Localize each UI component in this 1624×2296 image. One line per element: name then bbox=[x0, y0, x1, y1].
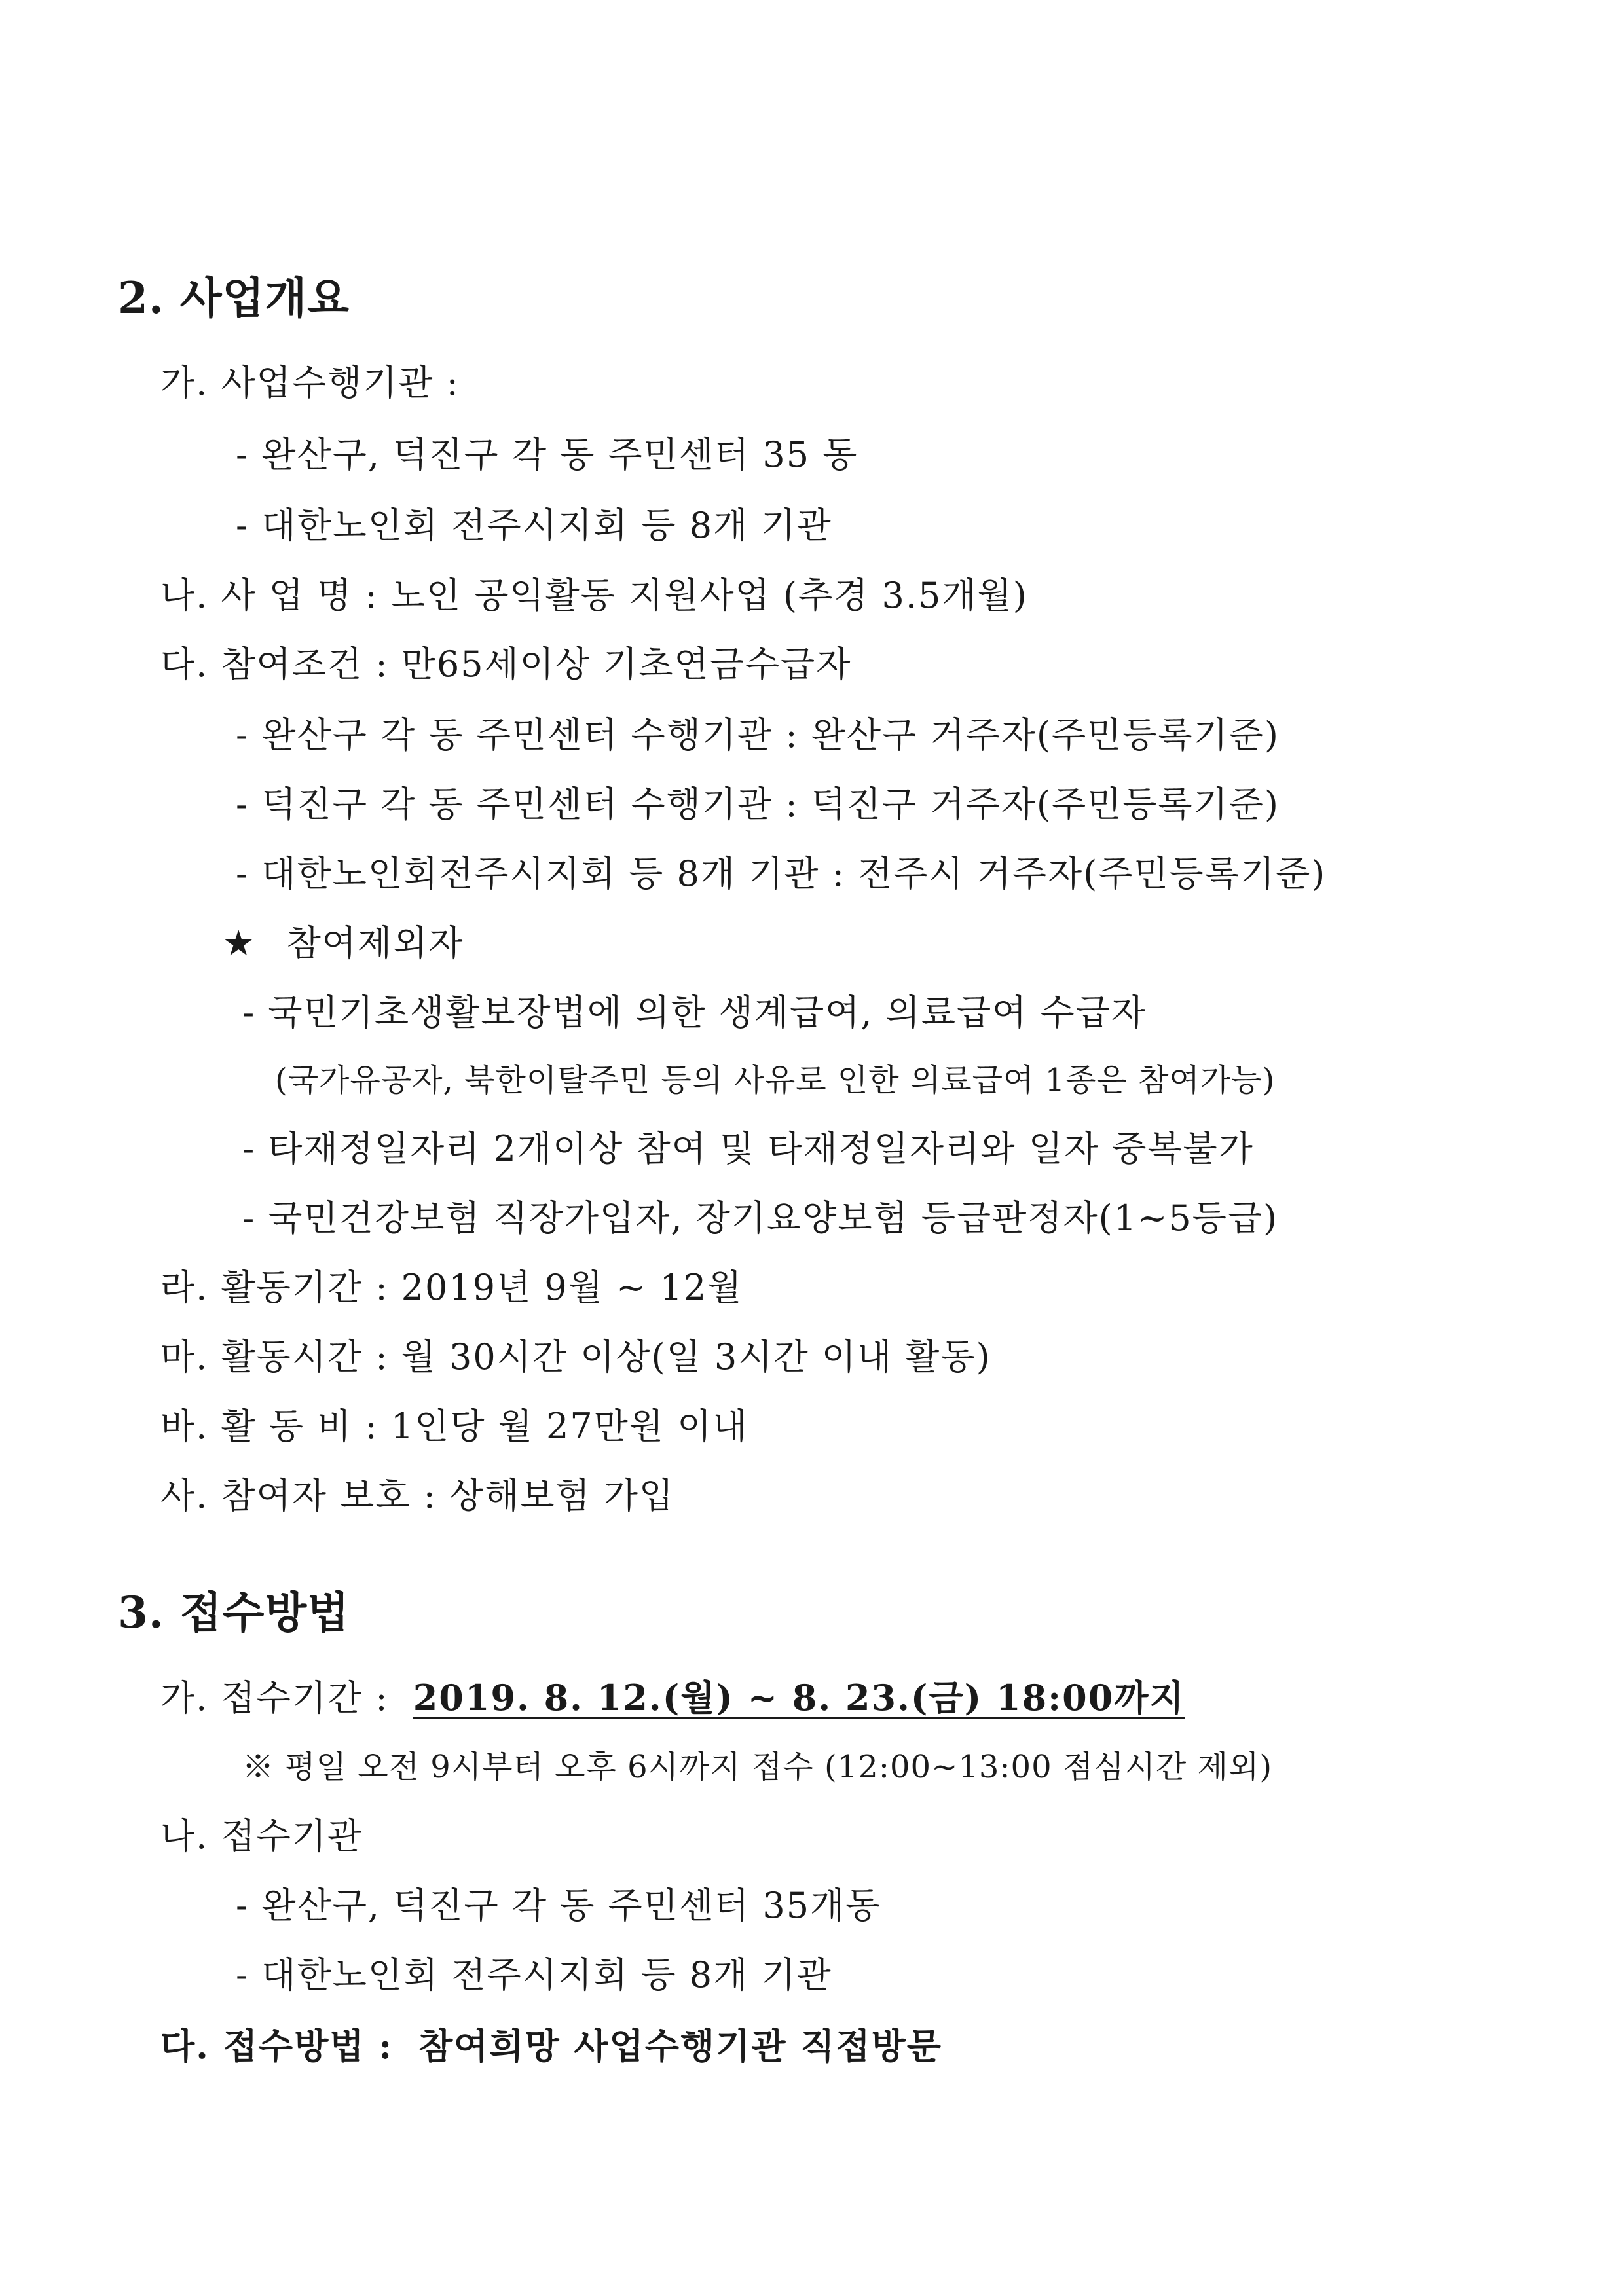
section2-na: 나. 사 업 명 : 노인 공익활동 지원사업 (추경 3.5개월) bbox=[160, 575, 1028, 616]
section3-na-label: 나. 접수기관 bbox=[160, 1815, 363, 1857]
section2-ga-label: 가. 사업수행기관 : bbox=[160, 362, 460, 403]
reception-period: 2019. 8. 12.(월) ~ 8. 23.(금) 18:00까지 bbox=[413, 1677, 1185, 1719]
section3-na-item-1: - 완산구, 덕진구 각 동 주민센터 35개동 bbox=[236, 1885, 881, 1926]
section2-da-item-3: - 대한노인회전주시지회 등 8개 기관 : 전주시 거주자(주민등록기준) bbox=[236, 853, 1327, 894]
section3-na-item-2: - 대한노인회 전주시지회 등 8개 기관 bbox=[236, 1954, 832, 1995]
section3-da bbox=[160, 2023, 942, 2069]
section2-sa: 사. 참여자 보호 : 상해보험 가입 bbox=[160, 1475, 675, 1516]
section2-ra: 라. 활동기간 : 2019년 9월 ~ 12월 bbox=[160, 1267, 743, 1308]
exclusion-item-3: - 국민건강보험 직장가입자, 장기요양보험 등급판정자(1~5등급) bbox=[242, 1197, 1279, 1239]
section3-da-value: 참여희망 사업수행기관 직접방문 bbox=[418, 2025, 942, 2067]
section2-heading: 2. 사업개요 bbox=[118, 272, 350, 323]
reception-note: ※ 평일 오전 9시부터 오후 6시까지 접수 (12:00~13:00 점심시간 제외) bbox=[242, 1749, 1273, 1785]
section2-da-item-1: - 완산구 각 동 주민센터 수행기관 : 완산구 거주자(주민등록기준) bbox=[236, 714, 1280, 756]
section2-ba: 바. 활 동 비 : 1인당 월 27만원 이내 bbox=[160, 1406, 748, 1447]
exclusion-item-1: - 국민기초생활보장법에 의한 생계급여, 의료급여 수급자 bbox=[242, 992, 1147, 1033]
section2-ma: 마. 활동시간 : 월 30시간 이상(일 3시간 이내 활동) bbox=[160, 1336, 991, 1377]
section3-heading: 3. 접수방법 bbox=[118, 1587, 350, 1638]
exclusion-item-2: - 타재정일자리 2개이상 참여 및 타재정일자리와 일자 중복불가 bbox=[242, 1128, 1254, 1169]
section3-da-label: 다. 접수방법 : bbox=[160, 2025, 394, 2067]
section2-ga-item-1: - 완산구, 덕진구 각 동 주민센터 35 동 bbox=[236, 434, 858, 475]
exclusion-item-1-note: (국가유공자, 북한이탈주민 등의 사유로 인한 의료급여 1종은 참여가능) bbox=[275, 1062, 1276, 1099]
section2-ga-item-2: - 대한노인회 전주시지회 등 8개 기관 bbox=[236, 505, 832, 546]
section3-ga-label: 가. 접수기간 : bbox=[160, 1677, 389, 1719]
star-icon: ★ bbox=[223, 922, 256, 964]
section2-da-label: 다. 참여조건 : 만65세이상 기초연금수급자 bbox=[160, 644, 852, 685]
exclusion-label: 참여제외자 bbox=[286, 922, 464, 964]
section2-da-item-2: - 덕진구 각 동 주민센터 수행기관 : 덕진구 거주자(주민등록기준) bbox=[236, 784, 1280, 825]
section3-ga bbox=[160, 1675, 1185, 1721]
exclusion-heading bbox=[223, 920, 464, 966]
